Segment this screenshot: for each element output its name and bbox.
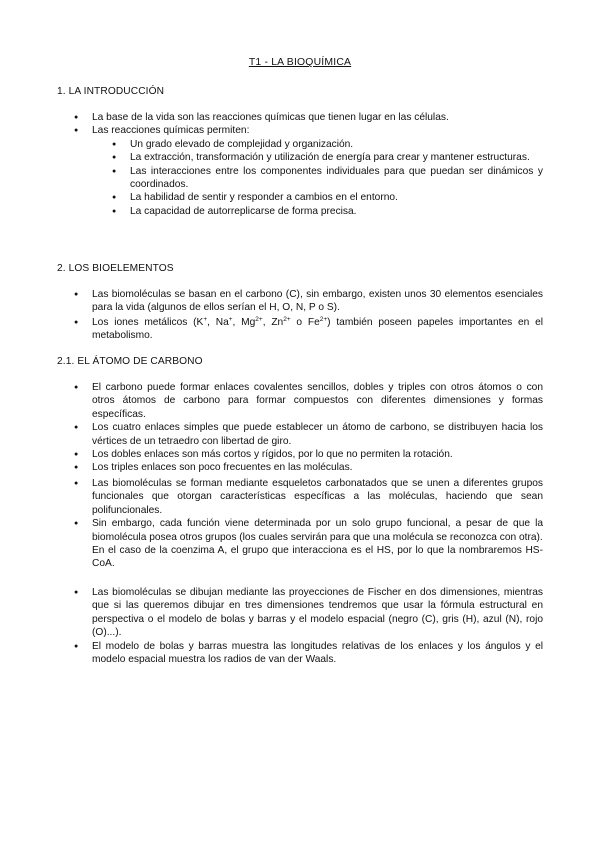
list-item: ● La base de la vida son las reacciones químicas que tienen lugar en las células. bbox=[0, 111, 600, 124]
list-item: ● Las biomoléculas se basan en el carbono (C), sin embargo, existen unos 30 elementos esenciales para la vida (algunos de ellos serían el H, O, N, P o S). bbox=[0, 288, 600, 315]
list-item: ● Las reacciones químicas permiten: bbox=[0, 124, 600, 137]
list-item: ● El carbono puede formar enlaces covalentes sencillos, dobles y triples con otros átomos o con otros átomos de carbono para formar compuestos con diferentes dimensiones y formas específicas. bbox=[0, 381, 600, 421]
list-item-continuation: En el caso de la coenzima A, el grupo que interacciona es el HS, por lo que la nombraremos HS-CoA. bbox=[92, 545, 543, 570]
list-item: ● Los cuatro enlaces simples que puede establecer un átomo de carbono, se distribuyen hacia los vértices de un tetraedro con libertad de giro. bbox=[0, 421, 600, 448]
page-title: T1 - LA BIOQUÍMICA bbox=[248, 57, 352, 68]
section-heading-bioelementos: 2. LOS BIOELEMENTOS bbox=[57, 263, 174, 274]
carbono-group-3 bbox=[0, 586, 600, 666]
sub-list-item: ● La extracción, transformación y utilización de energía para crear y mantener estructuras. bbox=[0, 151, 600, 164]
sub-list-item: ● La habilidad de sentir y responder a cambios en el entorno. bbox=[0, 191, 600, 204]
list-item-ions: ● Los iones metálicos (K+, Na+, $Mg^{2+}$, $Zn^{2+}$ o $Fe^{2+}$) también poseen papeles importantes en el metabolismo. bbox=[0, 316, 600, 343]
section-heading-atomo-carbono: 2.1. EL ÁTOMO DE CARBONO bbox=[57, 356, 203, 367]
list-item: ● Las biomoléculas se dibujan mediante las proyecciones de Fischer en dos dimensiones, mientras que si las queremos dibujar en tres dimensiones tendremos que usar la fórmula estructural en perspectiva o el modelo de bolas y barras y el modelo espacial (negro (C), gris (H), azul (N), rojo (O)...). bbox=[0, 586, 600, 640]
list-item: ● Los dobles enlaces son más cortos y rígidos, por lo que no permiten la rotación. bbox=[0, 448, 600, 461]
sub-list-item: ● La capacidad de autorreplicarse de forma precisa. bbox=[0, 205, 600, 218]
section-heading-introduccion: 1. LA INTRODUCCIÓN bbox=[57, 86, 165, 97]
list-item: ● Las biomoléculas se forman mediante esqueletos carbonatados que se unen a diferentes grupos funcionales que otorgan características específicas a las moléculas, haciendo que sean polifuncionales. bbox=[0, 477, 600, 517]
section-bioelementos-list bbox=[0, 288, 600, 343]
carbono-group-2 bbox=[0, 477, 600, 571]
list-item: ● El modelo de bolas y barras muestra las longitudes relativas de los enlaces y los ángulos y el modelo espacial muestra los radios de van der Waals. bbox=[0, 640, 600, 667]
section-introduccion-list bbox=[0, 111, 600, 218]
list-item: ● Sin embargo, cada función viene determinada por un solo grupo funcional, a pesar de que la biomolécula posea otros grupos (los cuales servirán para que una molécula se reconozca con otra). bbox=[0, 517, 600, 544]
carbono-group-1 bbox=[0, 381, 600, 475]
sub-list-item: ● Las interacciones entre los componentes individuales para que puedan ser dinámicos y coordinados. bbox=[0, 165, 600, 192]
list-item: ● Los triples enlaces son poco frecuentes en las moléculas. bbox=[0, 461, 600, 474]
sub-list-item: ● Un grado elevado de complejidad y organización. bbox=[0, 138, 600, 151]
